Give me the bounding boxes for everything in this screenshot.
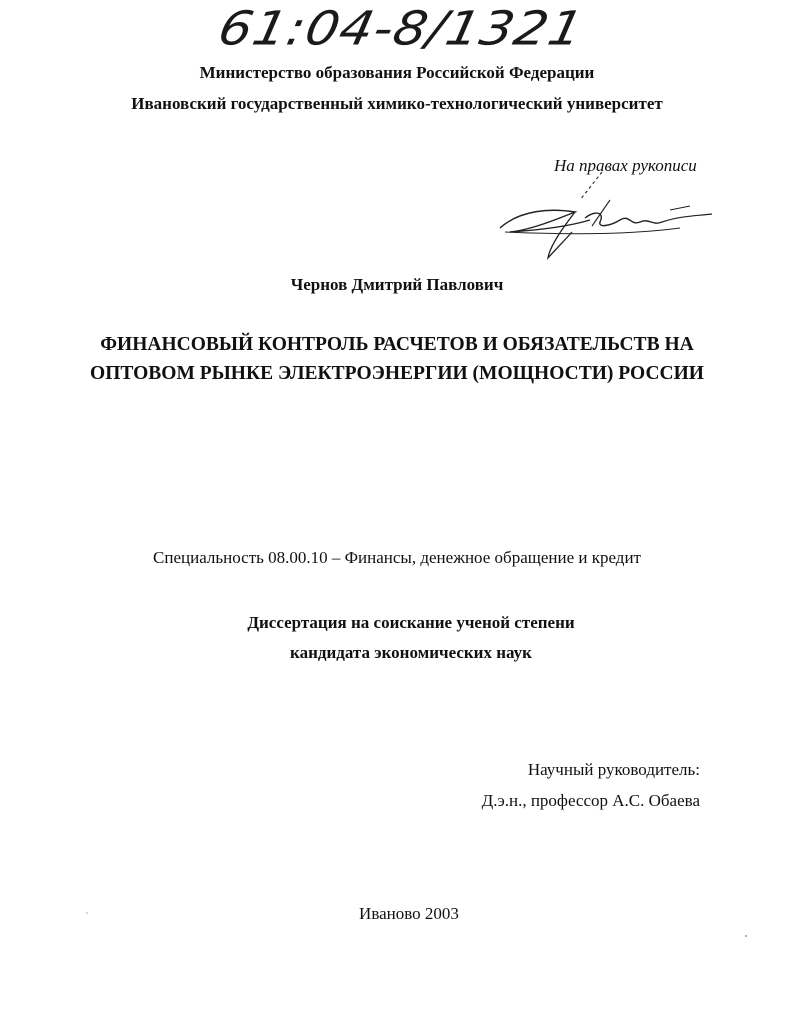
scan-speck (86, 912, 88, 914)
university-name: Ивановский государственный химико-технологический университет (131, 94, 663, 113)
degree-line-2: кандидата экономических наук (290, 643, 532, 662)
title-line-2: ОПТОВОМ РЫНКЕ ЭЛЕКТРОЭНЕРГИИ (МОЩНОСТИ) РОССИИ (90, 363, 704, 384)
supervisor-label: Научный руководитель: (527, 760, 700, 779)
city-and-year: Иваново 2003 (359, 904, 459, 923)
title-line-1: ФИНАНСОВЫЙ КОНТРОЛЬ РАСЧЕТОВ И ОБЯЗАТЕЛЬСТВ НА (100, 334, 694, 355)
author-name: Чернов Дмитрий Павлович (290, 275, 504, 294)
scientific-supervisor (482, 754, 700, 816)
manuscript-rights-note: На правах рукописи (554, 156, 697, 175)
supervisor-name: Д.э.н., профессор А.С. Обаева (481, 791, 700, 810)
dissertation-title (0, 330, 794, 388)
degree-statement (0, 608, 794, 668)
degree-line-1: Диссертация на соискание ученой степени (247, 613, 575, 632)
ministry-name: Министерство образования Российской Федерации (199, 63, 595, 82)
scan-speck (745, 935, 747, 937)
specialty-line: Специальность 08.00.10 – Финансы, денежное обращение и кредит (153, 548, 641, 567)
author-signature (480, 170, 720, 270)
handwritten-archive-number: 61:04-8/1321 (213, 2, 589, 56)
